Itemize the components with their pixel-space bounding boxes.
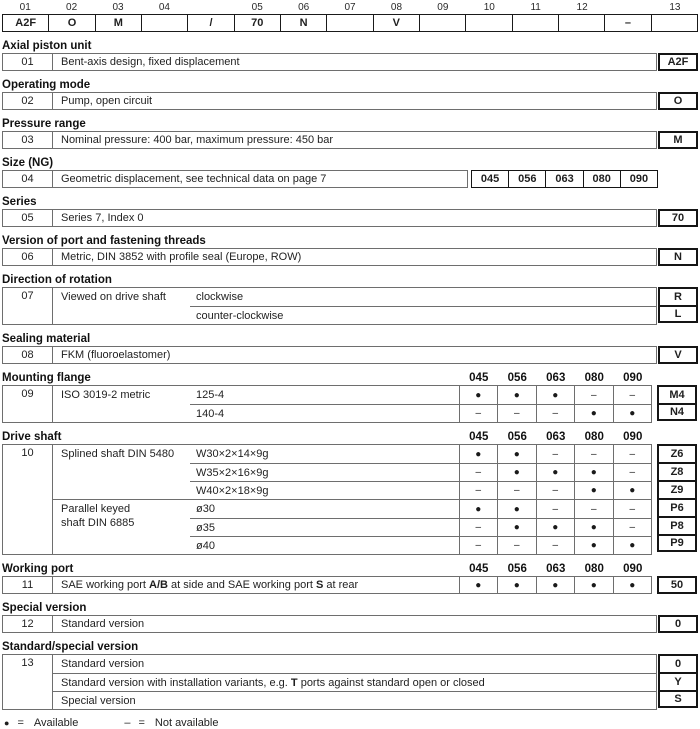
column-number	[605, 2, 651, 14]
availability-cell: ●	[459, 577, 498, 593]
section-heading-axial-piston-unit: Axial piston unit	[2, 40, 92, 52]
availability-cell: –	[574, 500, 613, 518]
code-box: 50	[657, 576, 697, 594]
size-code-cell: 045	[480, 173, 500, 185]
variant-label: clockwise	[196, 291, 244, 303]
size-code-cell: 080	[583, 171, 620, 187]
section-heading-rotation: Direction of rotation	[2, 274, 112, 286]
code-box: S	[658, 690, 698, 708]
section-heading-ports-threads: Version of port and fastening threads	[2, 235, 206, 247]
variant-label: 140-4	[196, 407, 225, 420]
availability-cell: –	[497, 405, 536, 422]
table-row	[2, 615, 700, 633]
variant-label: W30×2×14×9g	[196, 448, 269, 460]
table-row	[2, 209, 700, 227]
not-available-label: Not available	[154, 717, 219, 729]
variant-label: counter-clockwise	[196, 309, 284, 322]
table-row	[2, 92, 700, 110]
size-code-cell: 056	[508, 171, 545, 187]
row-number: 02	[3, 93, 53, 109]
column-number: 11	[530, 2, 541, 13]
row-description: Series 7, Index 0	[61, 212, 144, 224]
size-column-header: 090	[623, 372, 643, 384]
availability-cell: –	[613, 500, 652, 518]
row-number: 08	[3, 347, 53, 363]
size-column-header: 045	[469, 372, 489, 384]
code-cell	[558, 15, 604, 31]
section-heading-drive-shaft	[2, 431, 700, 444]
section-heading-working-port	[2, 563, 700, 576]
code-cell	[326, 15, 372, 31]
size-code-strip	[471, 170, 658, 188]
size-column-header: 056	[507, 431, 527, 443]
table-row	[2, 170, 700, 188]
row-number: 10	[3, 445, 53, 554]
variant-label: 125-4	[196, 389, 225, 401]
section-heading-operating-mode: Operating mode	[2, 79, 91, 91]
variant-label: W40×2×18×9g	[196, 484, 269, 497]
row-description: Special version	[61, 694, 136, 707]
column-number: 01	[19, 2, 31, 13]
code-cell	[465, 15, 511, 31]
code-cell	[651, 15, 697, 31]
availability-cell: ●	[574, 577, 613, 593]
column-number: 03	[112, 2, 124, 13]
section-heading-standard-special: Standard/special version	[2, 641, 139, 653]
ordering-code-strip	[2, 14, 698, 32]
availability-cell: –	[459, 519, 498, 536]
row-description: SAE working port A/B at side and SAE working port S at rear	[61, 579, 359, 591]
code-cell: A2F	[15, 17, 37, 29]
size-column-header: 045	[469, 563, 489, 575]
section-heading-series: Series	[2, 196, 37, 208]
row-number: 11	[3, 577, 53, 593]
code-box: V	[658, 346, 698, 364]
section-heading-special-version: Special version	[2, 602, 87, 614]
code-column-numbers	[2, 2, 698, 14]
code-cell	[419, 15, 465, 31]
row-description: ISO 3019-2 metric	[61, 389, 151, 401]
availability-cell: ●	[613, 405, 652, 422]
table-group	[2, 385, 700, 423]
availability-cell: ●	[536, 577, 575, 593]
table-group	[2, 654, 700, 710]
section-heading-pressure-range: Pressure range	[2, 118, 86, 130]
availability-legend	[4, 717, 700, 729]
availability-cell: –	[613, 386, 652, 404]
table-row	[2, 53, 700, 71]
availability-cell: –	[459, 482, 498, 499]
row-number: 07	[3, 288, 53, 324]
availability-cell: ●	[613, 537, 652, 554]
column-number: 04	[158, 2, 170, 13]
code-box: Z8	[657, 462, 697, 482]
row-description: Pump, open circuit	[61, 95, 153, 107]
size-column-header: 080	[584, 563, 604, 575]
code-cell	[141, 15, 187, 31]
available-symbol: ●	[4, 718, 10, 728]
size-column-header: 045	[469, 431, 489, 443]
row-number: 09	[3, 386, 53, 422]
availability-cell: ●	[574, 537, 613, 554]
not-available-symbol: –	[124, 717, 131, 729]
table-row	[2, 576, 700, 594]
size-column-header: 090	[623, 431, 643, 443]
code-box: A2F	[658, 53, 698, 71]
code-cell: /	[187, 15, 233, 31]
availability-cell: ●	[613, 482, 652, 499]
column-number: 13	[669, 2, 681, 13]
code-box: 0	[658, 615, 698, 633]
table-group	[2, 444, 700, 555]
variant-label: ø40	[196, 539, 215, 552]
code-box: M4	[657, 385, 697, 405]
availability-cell: ●	[574, 519, 613, 536]
availability-cell: ●	[536, 519, 575, 536]
ordering-code-page	[0, 2, 700, 729]
section-heading: Mounting flange	[2, 372, 91, 384]
column-number: 02	[66, 2, 78, 13]
availability-cell: –	[613, 519, 652, 536]
code-box: 0	[658, 654, 698, 674]
equals-sign: =	[17, 717, 24, 729]
section-heading-size: Size (NG)	[2, 157, 54, 169]
table-row	[2, 131, 700, 149]
size-code-cell: 063	[545, 171, 582, 187]
availability-cell: –	[536, 537, 575, 554]
table-row	[2, 248, 700, 266]
code-box: 70	[658, 209, 698, 227]
size-column-header: 090	[623, 563, 643, 575]
availability-cell: ●	[574, 464, 613, 481]
availability-cell: ●	[459, 386, 498, 404]
availability-cell: ●	[574, 482, 613, 499]
availability-cell: –	[613, 445, 652, 463]
row-number: 01	[3, 54, 53, 70]
size-column-header: 063	[546, 372, 566, 384]
row-description: Splined shaft DIN 5480	[61, 448, 175, 460]
size-column-header: 056	[507, 563, 527, 575]
code-box: P8	[657, 516, 697, 536]
code-box: P6	[657, 498, 697, 518]
row-description: Geometric displacement, see technical data on page 7	[61, 173, 327, 185]
size-column-header: 063	[546, 431, 566, 443]
availability-cell: –	[497, 482, 536, 499]
availability-cell: –	[459, 405, 498, 422]
section-heading: Working port	[2, 563, 74, 575]
row-number: 06	[3, 249, 53, 265]
code-box: N4	[657, 403, 697, 421]
size-column-header: 080	[584, 372, 604, 384]
row-description: Standard version	[61, 618, 145, 630]
row-number: 04	[3, 171, 53, 187]
code-box: R	[658, 287, 698, 307]
code-cell: –	[604, 15, 650, 31]
section-heading-mounting-flange	[2, 372, 700, 385]
column-number: 12	[576, 2, 588, 13]
code-box: L	[658, 305, 698, 323]
availability-cell: –	[536, 405, 575, 422]
availability-cell: ●	[497, 500, 536, 518]
availability-cell: –	[459, 464, 498, 481]
row-description: Nominal pressure: 400 bar, maximum pressure: 450 bar	[61, 134, 334, 146]
variant-label: W35×2×16×9g	[196, 466, 269, 479]
availability-cell: ●	[497, 519, 536, 536]
size-column-header: 080	[584, 431, 604, 443]
availability-cell: ●	[497, 445, 536, 463]
code-cell: N	[280, 15, 326, 31]
availability-cell: ●	[459, 500, 498, 518]
code-box: Y	[658, 672, 698, 692]
availability-cell: ●	[613, 577, 652, 593]
column-number: 10	[483, 2, 495, 13]
equals-sign: =	[138, 717, 145, 729]
row-description: Standard version with installation variants, e.g. T ports against standard open or closed	[61, 676, 485, 689]
availability-cell: ●	[497, 386, 536, 404]
column-number: 08	[390, 2, 403, 13]
column-number	[188, 2, 234, 14]
availability-cell: ●	[497, 577, 536, 593]
column-number: 09	[437, 2, 449, 13]
availability-cell: ●	[497, 464, 536, 481]
availability-cell: –	[536, 445, 575, 463]
availability-cell: –	[574, 386, 613, 404]
row-number: 05	[3, 210, 53, 226]
size-column-header: 056	[507, 372, 527, 384]
row-description: Viewed on drive shaft	[61, 291, 166, 303]
code-box: Z6	[657, 444, 697, 464]
code-cell: 70	[234, 15, 280, 31]
availability-cell: ●	[459, 445, 498, 463]
size-column-header: 063	[546, 563, 566, 575]
code-cell: O	[48, 15, 94, 31]
row-description: Metric, DIN 3852 with profile seal (Europe, ROW)	[61, 251, 302, 263]
availability-cell: –	[459, 537, 498, 554]
row-description: Parallel keyed shaft DIN 6885	[61, 503, 135, 529]
column-number: 06	[298, 2, 310, 13]
variant-label: ø35	[196, 521, 215, 534]
table-group	[2, 287, 700, 325]
code-cell	[512, 15, 558, 31]
row-number: 03	[3, 132, 53, 148]
column-number: 07	[344, 2, 356, 13]
row-number: 13	[3, 655, 53, 709]
row-description: Bent-axis design, fixed displacement	[61, 56, 240, 68]
availability-cell: ●	[536, 464, 575, 481]
variant-label: ø30	[196, 503, 215, 515]
row-description: FKM (fluoroelastomer)	[61, 349, 171, 361]
table-row	[2, 346, 700, 364]
size-code-cell: 090	[620, 171, 657, 187]
availability-cell: ●	[574, 405, 613, 422]
availability-cell: –	[536, 500, 575, 518]
availability-cell: –	[536, 482, 575, 499]
availability-cell: ●	[536, 386, 575, 404]
code-cell: V	[373, 15, 419, 31]
code-box: N	[658, 248, 698, 266]
availability-cell: –	[613, 464, 652, 481]
row-description: Standard version	[61, 658, 145, 670]
availability-cell: –	[497, 537, 536, 554]
code-box: O	[658, 92, 698, 110]
section-heading: Drive shaft	[2, 431, 62, 443]
availability-cell: –	[574, 445, 613, 463]
available-label: Available	[33, 717, 79, 729]
code-cell: M	[95, 15, 141, 31]
section-heading-sealing: Sealing material	[2, 333, 91, 345]
column-number: 05	[251, 2, 263, 13]
row-number: 12	[3, 616, 53, 632]
code-box: M	[658, 131, 698, 149]
code-box: P9	[657, 534, 697, 552]
code-box: Z9	[657, 480, 697, 500]
